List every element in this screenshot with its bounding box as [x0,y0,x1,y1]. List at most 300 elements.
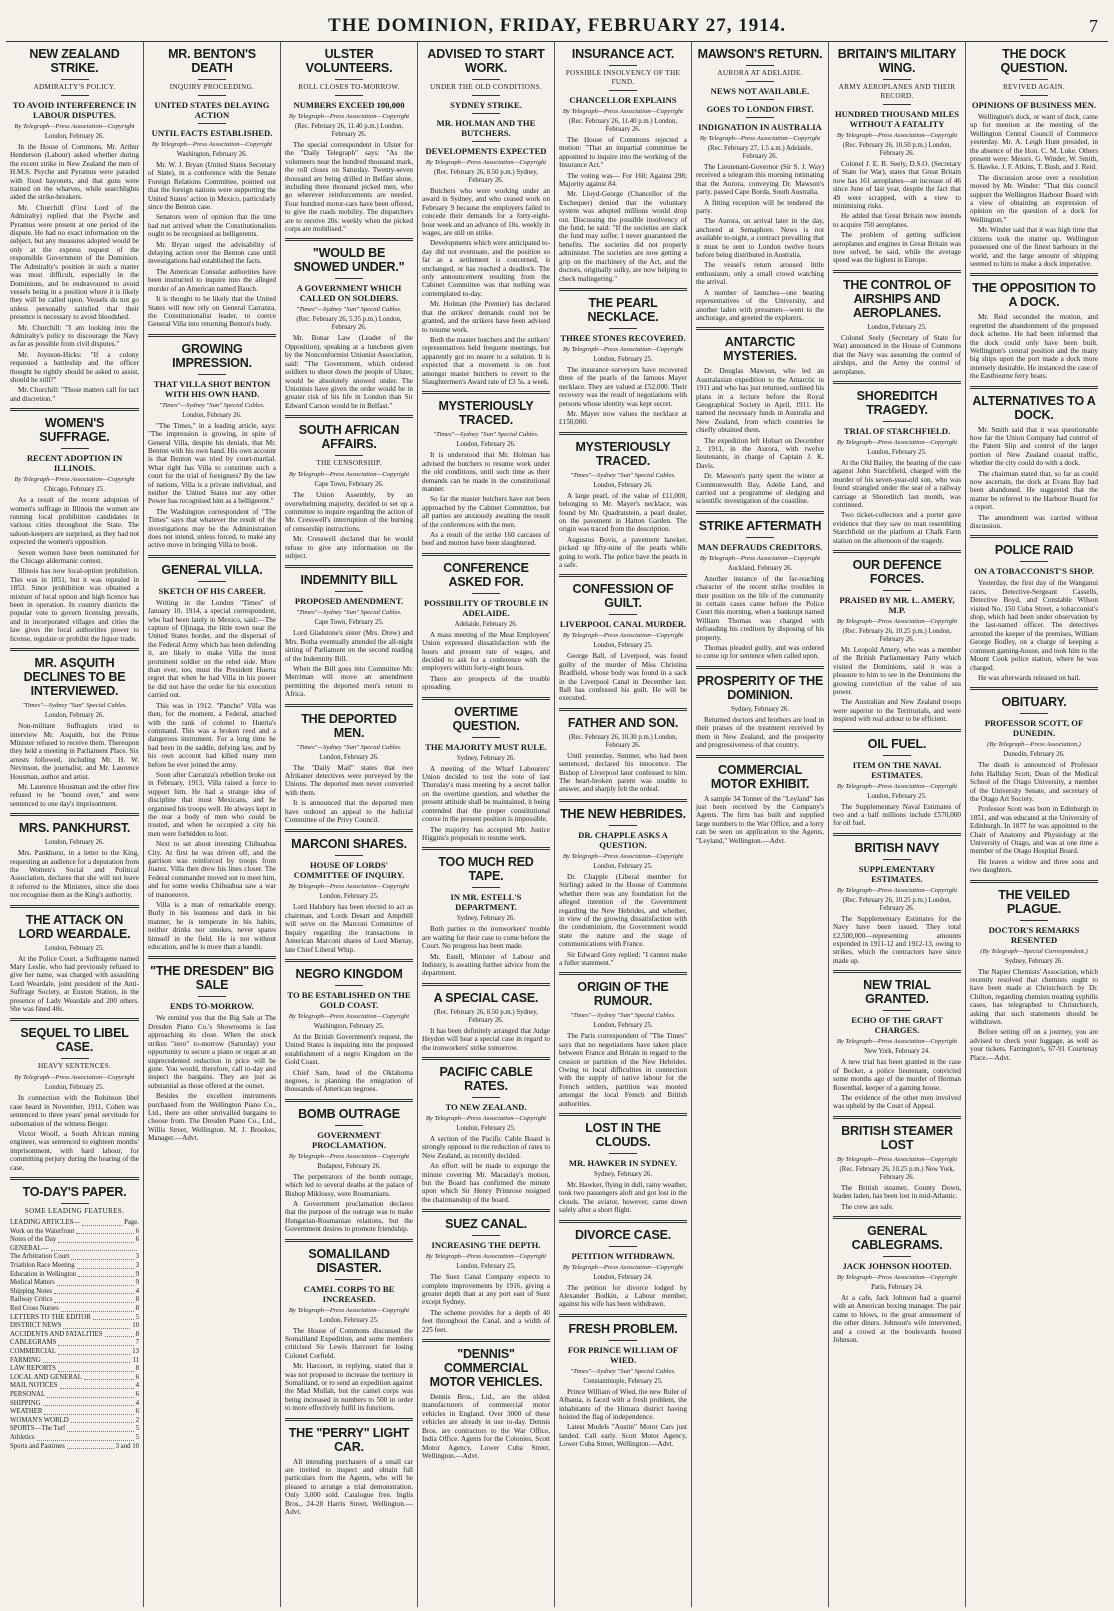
article [559,432,687,570]
wire-credit: "Times"—Sydney "Sun" Special Cables. [570,471,676,479]
dateline: Auckland, February 26. [727,564,793,572]
article-paragraph: Dr. Chapple (Liberal member for Stirling) asked in the House of Commons whether there was any foundation for the alleged intention of the Government regarding the New Hebrides, and whether, in view of the growing dissatisfaction with the condominium, the Government would state the nature and the stage of communications with France. [559,872,687,949]
dateline: Paris, February 24. [871,1283,923,1291]
article-subdeck: ITEM ON THE NAVAL ESTIMATES. [852,759,942,780]
article-subdeck: NEWS NOT AVAILABLE. [710,86,810,96]
dateline: London, February 25. [593,355,653,363]
contents-page: 5 [135,1433,139,1441]
divider-rule [10,813,139,816]
contents-label: ACCIDENTS AND FATALITIES [10,1330,103,1338]
article-headline: GENERAL CABLEGRAMS. [851,1223,943,1252]
article [970,880,1098,1062]
article-paragraph: As a result of the recent adoption of women's suffrage in Illinois the women are running local prohibition candidates in various cities throughout the State. The saloon-keepers are surprised, as they had not expected the women's opposition. [10,496,139,547]
dateline: Sydney, February 26. [593,1171,653,1178]
article-deck: UNDER THE OLD CONDITIONS. [430,83,542,91]
article-subdeck: MR. HAWKER IN SYDNEY. [568,1158,678,1168]
contents-leader [37,1434,134,1441]
article-headline: "DENNIS" COMMERCIAL MOTOR VEHICLES. [429,1347,543,1390]
divider-rule [422,983,550,986]
article-headline: "THE DRESDEN" BIG SALE [150,964,274,993]
article-subdeck: JACK JOHNSON HOOTED. [842,1260,952,1271]
article [285,1239,413,1413]
divider-rule [696,511,824,514]
short-rule [198,79,226,80]
article-paragraph: He added that Great Britain now intends to acquire 750 aeroplanes. [833,212,961,229]
article-paragraph: The evidence of the other men involved was upheld by the Court of Appeal. [833,1093,961,1111]
article-headline: FATHER AND SON. [567,715,679,730]
wire-credit: By Telegraph—Press Association—Copyright [288,113,410,120]
contents-page: 9 [135,1270,139,1278]
wire-credit: By Telegraph—Press Association—Copyright [562,345,684,353]
article-deck: REVIVED AGAIN. [1002,83,1066,91]
article-headline: GROWING IMPRESSION. [172,341,252,370]
divider-rule [833,833,961,836]
article-paragraph: Colonel Seely (Secretary of State for War) announced in the House of Commons that the Navy was assuming the control of airships, and the Army the control of aeroplanes. [833,333,961,376]
dateline: (Rec. February 26, 10.50 p.m.) London, February 26. [842,142,952,157]
contents-list [10,1219,139,1451]
dateline: Constantinople, February 25. [583,1377,663,1385]
dateline: London, February 26. [593,481,653,489]
short-rule [1020,561,1048,562]
article-paragraph: A mass meeting of the Meat Employees' Union expressed dissatisfaction with the hours and present rate of wages, and decided to ask for a conference with the employers within forty-eight hours. [422,630,550,673]
article-paragraph: The special correspondent in Ulster for the "Daily Telegraph" says: "As the volunteers near the hundred thousand mark, the roll closes on Saturday. Twenty-seven thousand are being drilled in Belfast alone, including three thousand picked men, who go wherever reinforcements are needed. Four hundred motor-cars have been offered, to give the roads mobility. The dispatchers are to receive 20s. weekly when the picked corps are mobilised." [285,141,413,234]
article [148,555,276,952]
article-paragraph: It is thought to be likely that the United States will now rely on General Carranza, the Constitutionalist leader, to coerce General Villa into returning Benton's body. [148,295,276,329]
short-rule [472,887,500,888]
article-paragraph: The British steamer, County Down, leaden laden, has been lost in mid-Atlantic. [833,1183,961,1201]
dateline: (Rec. February 27, 1.5 a.m.) Adelaide, February 26. [707,145,813,160]
dateline: (Rec. February 26, 11.40 p.m.) London, February 26. [294,123,404,138]
divider-rule [148,956,276,959]
article [696,511,824,661]
contents-leader [60,1382,134,1389]
contents-leader [58,1236,133,1243]
contents-row [10,1374,139,1383]
short-rule [746,81,774,82]
article-headline: MARCONI SHARES. [291,837,407,852]
dateline: London, February 25. [319,893,379,901]
wire-credit: By Telegraph—Press Association—Copyright [699,135,821,142]
article-paragraph: Dennis Bros., Ltd., are the oldest manufacturers of commercial motor vehicles in England. Over 3000 of these vehicles are already in use to-day. Dennis Bros. are contractors to the War Office, India Office. Agents for the Colonies, Scott Motor Agency, Lower Cuba Street, Wellington.—Advt. [422,1393,550,1460]
contents-page: 6 [135,1227,139,1235]
short-rule [335,79,363,80]
article-paragraph: At a cafe, Jack Johnson had a quarrel with an American boxing manager. The pair came to blows, to the great amusement of the other diners. Johnson's wife intervened, and a crowd at the boulevards hooted Johnson. [833,1293,961,1344]
dateline: Budapest, February 26. [317,1162,381,1170]
article-paragraph: George Ball, of Liverpool, was found guilty of the murder of Miss Christina Bradfield, whose body was found in a sack in the Liverpool Canal in December last. Ball has confessed his guilt. He will be executed. [559,652,687,703]
article-paragraph: Mr. Winder said that it was high time that citizens took the matter up. Wellington possessed one of the finest harbours in the world, and the large amount of shipping seemed to him to make a dock imperative. [970,226,1098,268]
divider-rule [422,553,550,556]
article-paragraph: At the British Government's request, the United States is inquiring into the proposed establishment of a negro Kingdom on the Gold Coast. [285,1032,413,1067]
dateline: (Rec. February 26, 10.25 p.m.) New York, February 26. [839,1165,955,1181]
short-rule [61,448,89,449]
article [559,708,687,794]
article-subdeck: DR. CHAPPLE ASKS A QUESTION. [578,829,668,850]
short-rule [1020,79,1048,80]
wire-credit: "Times"—Sydney "Sun" Special Cables. [159,401,265,409]
contents-page: 4 [135,1399,139,1407]
article-subdeck: TO NEW ZEALAND. [445,1101,527,1112]
article-subdeck: INDIGNATION IN AUSTRALIA [698,122,822,132]
contents-row [10,1253,139,1262]
column-3 [280,42,417,1607]
short-rule [472,593,500,594]
article-paragraph: The Supplementary Estimates for the Navy have been issued. They total £2,500,000—representing amounts expended in 1911-12 and 1912-13, owing to strikes, which the contractors have since made up. [833,914,961,965]
column-2 [143,42,280,1607]
short-rule [883,859,911,860]
contents-page: 6 [135,1236,139,1244]
article-paragraph: The insurance surveyors have recovered three of the pearls of the famous Mayer necklace. They are valued at £52,000. Their recovery was the result of negotiations with persons whose identity was kept secret. [559,365,687,408]
article [559,288,687,427]
divider-rule [696,666,824,669]
short-rule [883,1256,911,1257]
article-headline: MAWSON'S RETURN. [697,47,823,61]
wire-credit: By Telegraph—Press Association—Copyright [425,1253,547,1261]
contents-leader [43,1400,134,1407]
contents-row [10,1228,139,1237]
contents-label: Sports and Pastimes [10,1442,65,1450]
article-headline: SOMALILAND DISASTER. [308,1246,390,1275]
page-number: 7 [1089,16,1098,36]
article-paragraph: Illinois has now local-option prohibition. This was in 1851, but it was repealed in 1853. Since prohibition was obtained a mixture of local option and high licence has been in operation. In country districts the popular vote to govern licensing prevails, and in incorporated villages and cities the law gives the local authorities power to license, regulate or prohibit the liquor trade. [10,567,139,643]
article-subdeck: A GOVERNMENT WHICH CALLED ON SOLDIERS. [296,283,402,304]
article-subdeck: UNTIL FACTS ESTABLISHED. [151,128,273,138]
short-rule [746,65,774,66]
article-subdeck: HOUSE OF LORDS' COMMITTEE OF INQUIRY. [293,860,405,881]
dateline: London, February 26. [319,753,379,761]
article-paragraph: Mr. Joynson-Hicks: "If a colony requested a battleship and the officer thought he rightly should be asked to assist, should he still?" [10,350,139,384]
short-rule [1020,95,1048,96]
contents-label: MAIL NOTICES [10,1382,58,1390]
short-rule [609,1340,637,1341]
contents-label: WOMAN'S WORLD [10,1416,69,1424]
contents-label: LOCAL AND GENERAL [10,1373,82,1381]
article-paragraph: The American Consular authorities have been instructed to inquire into the alleged murder of an American named Bauch. [148,267,276,293]
article-paragraph: Dr. Douglas Mawson, who led an Australasian expedition to the Antarctic in 1911 and who has just returned, outlined his plans in a lecture before the Royal Geographical Society in April, 1911. He named the necessary funds in Australia and New Zealand, from which countries he chiefly obtained them. [696,367,824,435]
article-paragraph: A large pearl, of the value of £11,000, belonging to Mr. Mayer's necklace, was found by Mr. Quadratstein, a pearl dealer, on the pavement in Hatton Garden. The origin was traced from the description. [559,491,687,534]
dateline: Adelaide, February 26. [454,620,518,628]
divider-rule [833,1116,961,1119]
wire-credit: By Telegraph—Press Association—Copyright [288,471,410,479]
article-headline: THE OPPOSITION TO A DOCK. [972,281,1096,310]
contents-row [10,1305,139,1314]
article-paragraph: Senators were of opinion that the time had not arrived when the Constitutionalists ought to be recognised as belligerents. [148,213,276,239]
article-paragraph: Writing in the London "Times" of January 10, 1914, a special correspondent, who had been lately in Mexico, said:—The capture of Ojinaga, the little town near the United States border, and the dispersal of the Federal Army which has been defending it, are likely to make Villa the most prominent soldier on the rebel side. More than ever, too, must the President Huerta regret that when he had Villa in his power he did not have the order for his execution carried out. [148,598,276,700]
article [285,959,413,1094]
dateline: Washington, February 26. [176,151,248,158]
divider-rule [148,555,276,558]
dateline: London, February 25. [867,448,927,456]
article [559,1220,687,1309]
article-headline: COMMERCIAL MOTOR EXHIBIT. [710,762,810,791]
short-rule [609,1246,637,1247]
article-subdeck: DOCTOR'S REMARKS RESENTED [988,924,1080,945]
article-paragraph: The chairman stated that, so far as could now ascertain, the dock at Evans Bay had been abandoned. He suggested that the matter be referred to the Harbour Board for a report. [970,469,1098,512]
contents-page: 3 [135,1253,139,1261]
article-headline: MYSTERIOUSLY TRACED. [575,439,671,468]
divider-rule [559,574,687,577]
contents-row [10,1331,139,1340]
article-subdeck: GOVERNMENT PROCLAMATION. [311,1129,387,1150]
short-rule [472,141,500,142]
article-paragraph: The Napier Chemists' Association, which recently resolved that chemists ought to have been made at Christchurch by Dr. Chilton, regarding chemists treating syphilis cases, has telegraphed to Christchurch, asking that such statements should be withdrawn. [970,967,1098,1027]
contents-page: Page. [124,1219,139,1227]
article-paragraph: There are prospects of the trouble spreading. [422,674,550,692]
short-rule [335,455,363,456]
article [422,391,550,547]
article-headline: A SPECIAL CASE. [433,990,539,1005]
article-headline: ANTARCTIC MYSTERIES. [723,335,797,364]
short-rule [472,1235,500,1236]
article-headline: ULSTER VOLUNTEERS. [305,47,393,75]
article-paragraph: Mr. Hawker, flying in dull, rainy weather, took two passengers aloft and got lost in the clouds. The aviator, however, came down safely after a short flight. [559,1181,687,1215]
article [422,1339,550,1460]
contents-page: 13 [132,1348,139,1355]
contents-page: 8 [135,1305,139,1313]
divider-rule [10,1018,139,1021]
article-headline: BRITISH NAVY [854,840,940,855]
article-paragraph: Colonel J. E. B. Seely, D.S.O. (Secretary of State for War), states that Great Britain now has 161 aeroplanes—an increase of 46 since June of last year, despite the fact that 49 were scrapped, with a view to minimising risks. [833,160,961,211]
wire-credit: By Telegraph—Press Association—Copyright [562,632,684,640]
article-paragraph: A meeting of the Wharf Labourers' Union decided to test the vote of last Thursday's mass meeting by a secret ballot on the overtime question, and whether the present attitude shall be maintained, it being contended that the proper constitutional course in the present position is impossible. [422,764,550,824]
contents-leader [105,1331,134,1338]
dateline: London, February 26. [44,133,105,140]
article-paragraph: Thomas pleaded guilty, and was ordered to come up for sentence when called upon. [696,644,824,661]
article [285,238,413,410]
divider-rule [559,708,687,711]
divider-rule [285,704,413,707]
contents-row [10,1382,139,1391]
article [422,697,550,843]
short-rule [61,95,89,96]
article-headline: OIL FUEL. [867,736,927,751]
short-rule [335,278,363,279]
article-headline: MYSTERIOUSLY TRACED. [438,399,534,428]
article [422,47,550,386]
short-rule [1020,920,1048,921]
contents-label: LEADING ARTICLES— [10,1219,81,1227]
short-rule [335,1125,363,1126]
short-rule [883,1010,911,1011]
article-paragraph: Mr. Reid seconded the motion, and regretted the abandonment of the proposed dock scheme. He had been informed that the dock could only have been built. Wellington's central position and the many big ships upon the port made a dock more intensely desirable. He instanced the case of the Eastbourne ferry boats. [970,313,1098,381]
article-paragraph: At the Old Bailey, the hearing of the case against John Starchfield, charged with the murder of his seven-year-old son, who was found strangled under the seat of a railway carriage at Shoreditch last month, was continued. [833,458,961,509]
article-paragraph: The "Daily Mail" states that two Afrikaner detectives were purveyed by the Unions. The deported men never converted with them. [285,763,413,797]
article [559,47,687,283]
column-6 [691,42,828,1607]
contents-leader [67,1443,114,1450]
contents-label: Notes of the Day [10,1236,57,1244]
article [559,799,687,967]
article-paragraph: Before setting off on a journey, you are advised to check your luggage, as well as your tickets. Farrington's, 67-91 Courtenay Place.—Advt. [970,1028,1098,1062]
article-headline: OBITUARY. [1001,695,1067,710]
article-paragraph: Mr. Bonar Law (Leader of the Opposition), speaking at a luncheon given by the Nonconformist Unionist Association, said: "The Government, which ordered soldiers to shoot down the people of Ulster, would be absolutely snowed under. The Unionists have given the order would be in greater risk of his life in London than Sir Edward Carson would be in Belfast." [285,334,413,410]
wire-credit: By Telegraph—Press Association—Copyright [14,123,135,130]
dateline: Cape Town, February 25. [314,619,384,627]
article-headline: "WOULD BE SNOWED UNDER." [293,246,405,275]
wire-credit: "Times"—Sydney "Sun" Special Cables. [296,743,402,751]
contents-row [10,1322,139,1331]
contents-leader [58,1348,130,1355]
article-paragraph: Mr. Lloyd-George (Chancellor of the Exchequer) denied that the voluntary system was adopted millions would drop out. Discussing the possible insolvency of the fund, he said: "If the societies are slack the fund may suffer. I never guaranteed the benefits. The societies did not properly administer. The societies are now getting a grip on the machinery of the Act, and the doctors, originally sulky, are now helping to check malingering." [559,190,687,283]
article-paragraph: All intending purchasers of a small car are invited to inspect and obtain full particulars from the Agents, who will be pleased to arrange a trial demonstration. Only 3,000 sold. Catalogue free. Inglis Bros., 24-28 Harris Street, Wellington.—Advt. [285,1457,413,1517]
article [833,270,961,376]
dateline: London, February 25. [44,944,105,952]
article-headline: TO-DAY'S PAPER. [22,1185,127,1200]
contents-row [10,1296,139,1305]
wire-credit: "Times"—Sydney "Sun" Special Cables. [570,1367,676,1375]
article-headline: MR. BENTON'S DEATH [168,47,256,75]
divider-rule [970,880,1098,883]
article-subdeck: PETITION WITHDRAWN. [571,1250,675,1261]
article-headline: FRESH PROBLEM. [568,1321,678,1336]
contents-leader [61,1305,134,1312]
contents-leader [76,1228,133,1235]
masthead-title: THE DOMINION, FRIDAY, FEBRUARY 27, 1914. [328,15,786,36]
article-paragraph: The majority has accepted Mr. Justice Higgins's proposals to resume work. [422,825,550,842]
contents-page: 5 [135,1425,139,1433]
dateline: (Rec. February 26, 5.35 p.m.) London, February 26. [296,316,402,332]
article-headline: ORIGIN OF THE RUMOUR. [577,980,669,1009]
article-paragraph: Butchers who were working under an award in Sydney, and who ceased work on February 9 because the employers failed to concede their demands for a forty-eight-hour week and an advance of 10s. weekly in wages, are still on strike. [422,187,550,238]
wire-credit: By Telegraph—Press Association—Copyright [425,159,547,166]
dateline: (Rec. February 26, 8.50 p.m.) Sydney, February 26. [434,169,538,184]
article-paragraph: Mr. Cresswell declared that he would refuse to give any information on the subject. [285,535,413,560]
short-rule [198,996,226,997]
article-paragraph: The problem of getting sufficient aeroplanes and engines in Great Britain was now solved, he said, while the average speed was the highest in Europe. [833,231,961,265]
article-paragraph: The death is announced of Professor John Halliday Scott, Dean of the Medical School of the Otago University, a member of the University Senate, and secretary of the Otago Art Society. [970,761,1098,803]
short-rule [472,113,500,114]
divider-rule [559,288,687,291]
article-paragraph: In connection with the Robinson libel case heard in November, 1911, Cohen was sentenced to three years' penal servitude for subornation of the witness Berger. [10,1094,139,1128]
dateline: (Rec. February 26, 8.50 p.m.) Sydney, February 26. [434,1008,538,1024]
divider-rule [285,565,413,568]
article-paragraph: A section of the Pacific Cable Board is strongly opposed to the reduction of rates to New Zealand, as recently decided. [422,1134,550,1160]
contents-leader [57,1279,134,1286]
contents-row [10,1434,139,1443]
contents-label: LAW REPORTS [10,1365,56,1373]
article-deck: POSSIBLE INSOLVENCY OF THE FUND. [565,69,681,86]
short-rule [61,1058,89,1059]
article-paragraph: The perpetrators of the bomb outrage, which led to several deaths at the palace of Bishop Miklossy, were Roumanians. [285,1172,413,1198]
article-paragraph: An effort will be made to expunge the minute covering Mr. Macaulay's motion, but the Board has confirmed the minute upon which Sir Henry Primrose resigned the chairmanship of the board. [422,1162,550,1204]
article [559,574,687,702]
contents-leader [63,1322,130,1329]
divider-rule [559,432,687,435]
article-headline: STRIKE AFTERMATH [698,518,822,533]
article-paragraph: Sir Edward Grey replied: "I cannot make a fuller statement." [559,950,687,967]
article-paragraph: Until yesterday, Sumner, who had been sentenced, declared his innocence. The Bishop of Liverpool later confessed to him. The heart-broken parent was unable to answer, and sharply felt the ordeal. [559,751,687,794]
dateline: London, February 26. [44,712,105,720]
article-paragraph: This was in 1912. "Pancho" Villa was then, for the moment, a Federal, attached with the rank of colonel to Huerta's command. This was a broken reed and a dangerous instrument. For a long time he had been in the saddle, defying law, and by his own account had killed many men before he ever joined the army. [148,701,276,769]
article-subdeck: SYDNEY STRIKE. [450,100,522,110]
article-paragraph: Mr. Mayer now values the necklace at £150,000. [559,409,687,427]
article-paragraph: It is understood that Mr. Holman has advised the butchers to resume work under the old conditions, until such time as their demands can be made in the constitutional manner. [422,451,550,493]
article [833,833,961,965]
article-paragraph: Professor Scott was born in Edinburgh in 1851, and was educated at the University of Edinburgh. In 1877 he was appointed to the Chair of Anatomy and Physiology at the University of Otago, and was at one time a member of the Otago Hospital Board. [970,805,1098,856]
short-rule [609,1153,637,1154]
contents-row [10,1245,139,1254]
short-rule [609,614,637,615]
short-rule [198,581,226,582]
article-subdeck: THREE STONES RECOVERED. [560,332,686,343]
article [10,813,139,899]
dateline: London, February 25. [319,1316,379,1324]
article-paragraph: The Lieutenant-Governor (Sir S. J. Way) received a telegram this morning intimating that the Aurora, conveying Dr. Mawson's party, passed Cape Borda, South Australia. [696,163,824,197]
wire-credit: "Times"—Sydney "Sun" Special Cables. [296,306,402,314]
contents-row [10,1348,139,1357]
contents-leader [43,1357,131,1364]
article-subdeck: TO BE ESTABLISHED ON THE GOLD COAST. [287,989,411,1010]
article-subdeck: TO AVOID INTERFERENCE IN LABOUR DISPUTES. [12,100,137,120]
article-headline: PROSPERITY OF THE DOMINION. [696,673,824,702]
column-1 [6,42,143,1607]
article-headline: POLICE RAID [994,543,1074,558]
contents-label: FARMING [10,1356,41,1364]
divider-rule [696,755,824,758]
divider-rule [970,687,1098,690]
article-subdeck: SKETCH OF HIS CAREER. [158,585,266,596]
article [696,327,824,506]
wire-credit: By Telegraph—Press Association—Copyright [836,886,958,894]
dateline: London, February 25. [456,1263,516,1271]
wire-credit: "Times"—Sydney "Sun" Special Cables. [296,609,402,617]
contents-label: SHIPPING [10,1399,41,1407]
article-paragraph: The Suez Canal Company expects to complete improvements by 1916, giving a greater depth than at any port east of Suez except Sydney. [422,1273,550,1307]
article-subdeck: ON A TOBACCONIST'S SHOP. [974,566,1094,577]
article-paragraph: Mr. Smith said that it was questionable how far the Union Company had control of the Patent Slip and control of the larger portion of New Zealand coastal traffic, whether the city could do with a dock. [970,425,1098,468]
wire-credit: By Telegraph—Press Association—Copyright [562,852,684,860]
article-subdeck: DEVELOPMENTS EXPECTED [425,146,547,156]
contents-row [10,1236,139,1245]
article-paragraph: The crew are safe. [841,1202,894,1211]
contents-row [10,1365,139,1374]
article-headline: CONFESSION OF GUILT. [572,582,674,611]
dateline: Sydney, February 26. [1004,957,1064,965]
article-subdeck: ECHO OF THE GRAFT CHARGES. [851,1015,943,1036]
article-paragraph: Prince William of Wied, the new Ruler of Albania, is faced with a fresh problem, the inhabitants of the Himara district having hoisted the flag of independence. [559,1387,687,1422]
short-rule [609,90,637,91]
article-subdeck: ENDS TO-MORROW. [170,1001,254,1012]
article [422,1057,550,1204]
dateline: Dunedin, February 26. [1003,751,1065,759]
article-paragraph: Mr. Harcourt, in replying, stated that it was not proposed to increase the territory in Somaliland, or to send an expedition against the Mad Mullah, but the camel corps was being increased in numbers to 500 in order to more effectively fulfil its functions. [285,1362,413,1413]
article-paragraph: Augustus Bovis, a pavement hawker, picked up fifty-nine of the pearls while going to work. The police have the pearls in a safe. [559,535,687,569]
short-rule [1020,713,1048,714]
article-paragraph: Lord Gladstone's sister (Mrs. Drew) and Mrs. Botha eventually attended the all-night sitting of Parliament on the second reading of the Indemnity Bill. [285,629,413,663]
article-paragraph: Besides the excellent instruments purchased from the Wellington Piano Co., Ltd., there are other unrivalled bargains to choose from. The Dresden Piano Co., Ltd., Willis Street, Wellington. M. J. Brookes, Manager.—Advt. [148,1092,276,1143]
article [696,47,824,322]
wire-credit: By Telegraph—Press Association—Copyright [836,617,958,625]
article-paragraph: A Government proclamation declares that the purpose of the outrage was to make Hungarian-Roumanian relations, but the Government desires to promote friendship. [285,1199,413,1234]
short-rule [883,590,911,591]
contents-label: SPORTS—The Turf [10,1425,66,1433]
contents-page: 6 [135,1390,139,1398]
divider-rule [285,829,413,832]
article-deck: AURORA AT ADELAIDE. [717,69,803,77]
divider-rule [422,1339,550,1342]
contents-leader [84,1374,134,1381]
divider-rule [833,270,961,273]
wire-credit: By Telegraph—Press Association—Copyright [836,438,958,446]
article-headline: THE NEW HEBRIDES. [560,806,686,821]
contents-row [10,1417,139,1426]
article [696,666,824,750]
article-paragraph: Mr. Churchill: "Those matters call for tact and discretion." [10,386,139,403]
wire-credit: By Telegraph—Press Association—Copyright [151,141,273,148]
contents-label: Railway Critics [10,1296,53,1304]
article-paragraph: It is announced that the deported men have ordered an appeal to the Judicial Committee of the Privy Council. [285,799,413,825]
article-deck: ADMIRALTY'S POLICY. [33,83,116,91]
article-subdeck: PROFESSOR SCOTT, OF DUNEDIN. [984,718,1084,739]
